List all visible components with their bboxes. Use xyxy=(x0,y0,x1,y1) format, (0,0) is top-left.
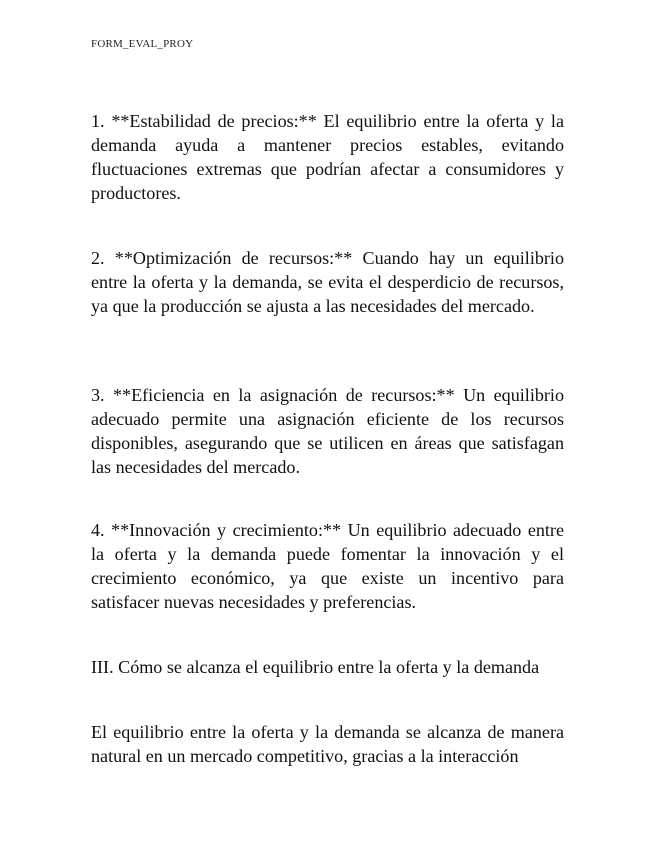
paragraph-resource-optimization: 2. **Optimización de recursos:** Cuando hay un equilibrio entre la oferta y la demanda, se evita el desperdicio de recursos, ya que la producción se ajusta a las necesidades del mercado. xyxy=(91,248,564,316)
section-heading-iii: III. Cómo se alcanza el equilibrio entre la oferta y la demanda xyxy=(91,657,540,677)
form-code-header: FORM_EVAL_PROY xyxy=(91,38,194,50)
paragraph-price-stability: 1. **Estabilidad de precios:** El equilibrio entre la oferta y la demanda ayuda a mantener precios estables, evitando fluctuaciones extremas que podrían afectar a consumidores y productores. xyxy=(91,111,564,203)
paragraph-innovation-growth: 4. **Innovación y crecimiento:** Un equilibrio adecuado entre la oferta y la demanda puede fomentar la innovación y el crecimiento económico, ya que existe un incentivo para satisfacer nuevas necesidades y preferencias. xyxy=(91,520,564,612)
paragraph-allocation-efficiency: 3. **Eficiencia en la asignación de recursos:** Un equilibrio adecuado permite una asignación eficiente de los recursos disponibles, asegurando que se utilicen en áreas que satisfagan las necesidades del mercado. xyxy=(91,385,564,477)
paragraph-equilibrium-intro: El equilibrio entre la oferta y la demanda se alcanza de manera natural en un mercado competitivo, gracias a la interacción xyxy=(91,722,564,766)
